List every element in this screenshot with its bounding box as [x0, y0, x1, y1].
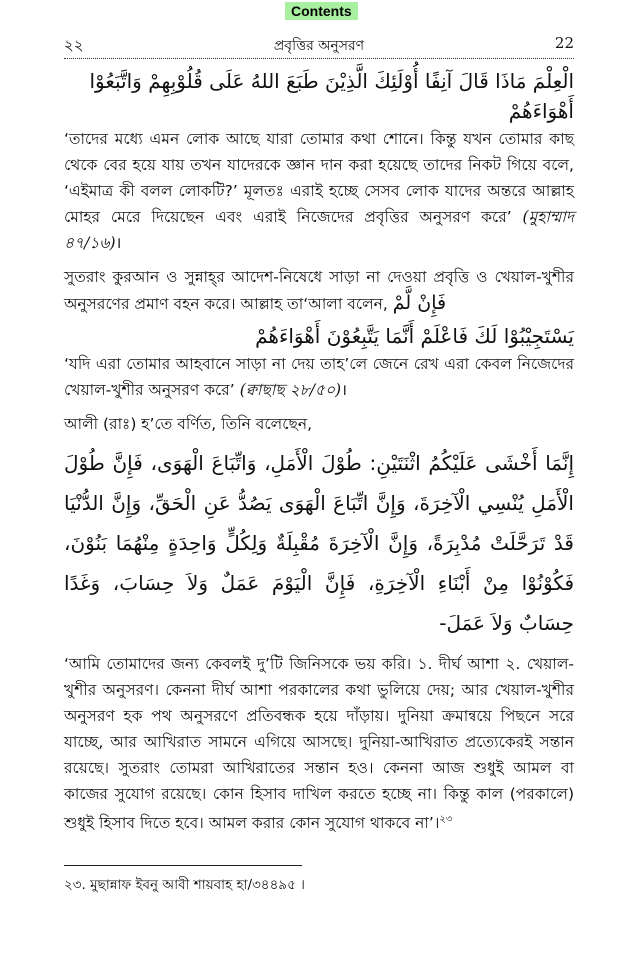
punctuation: ।	[341, 381, 347, 399]
paragraph	[64, 651, 574, 836]
hadith-arabic: إِنَّمَا أَخْشَى عَلَيْكُمُ اثْنَتَيْنِ: طُوْلَ الْأَمَلِ، وَاتِّبَاعَ الْهَوَى، فَإِنَّ طُوْلَ الْأَمَلِ يُنْسِي الْآخِرَةَ، وَإِنَّ اتِّبَاعَ الْهَوَى يَصُدُّ عَنِ الْحَقِّ، وَإِنَّ الدُّنْيَا قَدْ تَرَحَّلَتْ مُدْبِرَةً، وَإِنَّ الْآخِرَةَ مُقْبِلَةٌ وَلِكُلٍّ وَاحِدَةٍ مِنْهُمَا بَنُوْنَ، فَكُوْنُوْا مِنْ أَبْنَاءِ الْآخِرَةِ، فَإِنَّ الْيَوْمَ عَمَلٌ وَلاَ حِسَابَ، وَغَدًا حِسَابٌ وَلاَ عَمَلَ-	[64, 451, 574, 635]
footnote-marker[interactable]: ২৩	[439, 814, 453, 825]
quran-verse-arabic: الْعِلْمَ مَاذَا قَالَ آنِفًا أُوْلَئِكَ الَّذِيْنَ طَبَعَ اللهُ عَلَى قُلُوْبِهِمْ وَاتَّبَعُوْا أَهْوَاءَهُمْ	[89, 69, 574, 123]
page-number-bengali: ২২	[64, 36, 84, 54]
verse-translation: ‘যদি এরা তোমার আহবানে সাড়া না দেয় তাহ’লে জেনে রেখ এরা কেবল নিজেদের খেয়াল-খুশীর অনুসরণ করে’	[64, 355, 574, 399]
paragraph	[64, 126, 574, 256]
quran-verse-arabic-inline: فَإِنْ لَّمْ	[392, 292, 447, 314]
header-divider	[64, 58, 574, 59]
footnote: ২৩. মুছান্নাফ ইবনু আবী শায়বাহ হা/৩৪৪৯৫ ।	[64, 877, 305, 893]
verse-reference: (মুহাম্মাদ ৪৭/১৬)	[64, 208, 574, 252]
paragraph-text: সুতরাং কুরআন ও সুন্নাহ্‌র আদেশ-নিষেধে সাড়া না দেওয়া প্রবৃত্তি ও খেয়াল-খুশীর অনুসরণের প্রমাণ বহন করে। আল্লাহ তা‘আলা বলেন,	[64, 268, 574, 313]
footnote-divider	[64, 865, 302, 866]
contents-button[interactable]: Contents	[285, 2, 358, 20]
page-header	[64, 34, 574, 58]
hadith-translation: ‘আমি তোমাদের জন্য কেবলই দু’টি জিনিসকে ভয় করি। ১. দীর্ঘ আশা ২. খেয়াল-খুশীর অনুসরণ। কেননা দীর্ঘ আশা পরকালের কথা ভুলিয়ে দেয়; আর খেয়াল-খুশীর অনুসরণ হক পথ অনুসরণে প্রতিবন্ধক হয়ে দাঁড়ায়। দুনিয়া ক্রমান্বয়ে পিছনে সরে যাচ্ছে, আর আখিরাত সামনে এগিয়ে আসছে। দুনিয়া-আখিরাত প্রত্যেকেরই সন্তান রয়েছে। সুতরাং তোমরা আখিরাতের সন্তান হও। কেননা আজ শুধুই আমল বা কাজের সুযোগ রয়েছে। কোন হিসাব দাখিল করতে হচ্ছে না। কিন্তু কাল (পরকালে) শুধুই হিসাব দিতে হবে। আমল করার কোন সুযোগ থাকবে না’।	[64, 655, 574, 833]
quran-verse-arabic: يَسْتَجِيْبُوْا لَكَ فَاعْلَمْ أَنَّمَا يَتَّبِعُوْنَ أَهْوَاءَهُمْ	[255, 324, 574, 348]
punctuation: ।	[115, 234, 122, 252]
running-title: প্রবৃত্তির অনুসরণ	[273, 38, 365, 54]
page-number: 22	[554, 34, 574, 52]
paragraph	[64, 264, 574, 317]
verse-reference: (ক্বাছাছ ২৮/৫০)	[239, 381, 342, 399]
page-body	[64, 66, 574, 836]
paragraph	[64, 351, 574, 403]
verse-translation: ‘তাদের মধ্যে এমন লোক আছে যারা তোমার কথা শোনে। কিন্তু যখন তোমার কাছ থেকে বের হয়ে যায় তখন যাদেরকে জ্ঞান দান করা হয়েছে তাদের নিকট গিয়ে বলে, ‘এইমাত্র কী বলল লোকটি?’ মূলতঃ এরাই হচ্ছে সেসব লোক যাদের অন্তরে আল্লাহ মোহর মেরে দিয়েছেন এবং এরাই নিজেদের প্রবৃত্তির অনুসরণ করে’	[64, 130, 574, 226]
paragraph: আলী (রাঃ) হ’তে বর্ণিত, তিনি বলেছেন,	[64, 415, 313, 433]
